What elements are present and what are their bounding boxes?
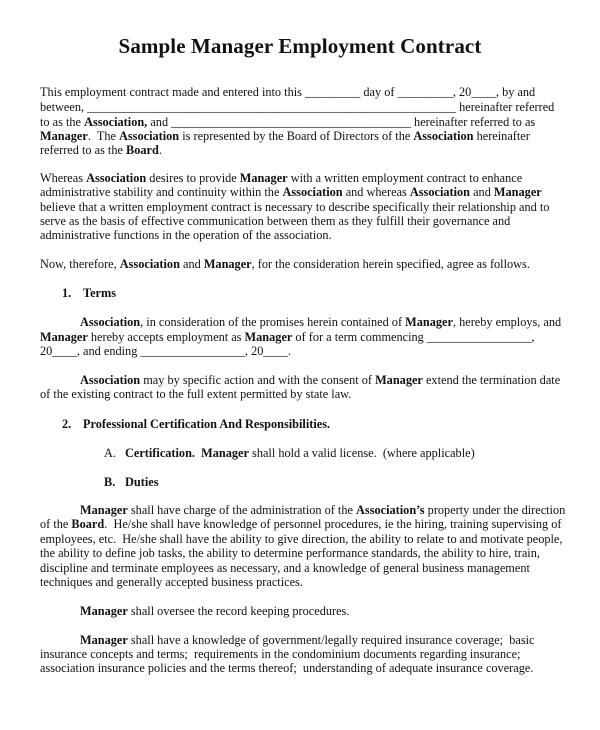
bold-term: Duties [125, 475, 159, 489]
text-run: , for the consideration herein specified, agree as follows. [251, 257, 530, 271]
text-line [104, 475, 115, 490]
text-run: A. [104, 446, 116, 460]
text-line [62, 286, 71, 301]
bold-term: Association [80, 315, 141, 329]
text-run: . [158, 143, 162, 157]
bold-term: Manager [80, 503, 128, 517]
bold-term: Manager [40, 330, 88, 344]
text-run: insurance concepts and terms; requirements in the condominium documents regarding insurance; [40, 647, 521, 661]
text-line [40, 85, 535, 100]
text-run: and [470, 185, 494, 199]
text-run: . He/she shall have knowledge of personnel procedures, ie the hiring, training supervising of [104, 517, 562, 531]
bold-term: Board [126, 143, 159, 157]
bold-term: Board [71, 517, 105, 531]
text-run: shall have a knowledge of government/legally required insurance coverage; basic [127, 633, 535, 647]
text-run: This employment contract made and entered into this _________ day of _________, 20____, by and [40, 85, 536, 99]
text-line [80, 373, 560, 388]
text-run: between, ____________________________________________________________ hereinafter referred [40, 100, 555, 114]
text-line [40, 387, 351, 402]
text-line [40, 344, 291, 359]
text-run: shall oversee the record keeping procedures. [127, 604, 350, 618]
bold-term: 1. [62, 286, 72, 300]
text-line [40, 532, 562, 547]
text-run: 20____, and ending _________________, 20____. [40, 344, 292, 358]
bold-term: Association [119, 129, 180, 143]
text-run: shall hold a valid license. (where applicable) [248, 446, 475, 460]
text-line [40, 185, 542, 200]
text-line [40, 115, 535, 130]
text-line [40, 171, 522, 186]
bold-term: Professional Certification And Responsibilities. [83, 417, 331, 431]
bold-term: Association [282, 185, 343, 199]
text-run: , hereby employs, and [452, 315, 562, 329]
text-run: property under the direction [424, 503, 566, 517]
text-run: the ability to define job tasks, the ability to determine performance standards, the ability to hire, train, [40, 546, 540, 560]
bold-term: Manager [80, 633, 128, 647]
text-line [83, 286, 116, 301]
text-line [40, 647, 520, 662]
text-line [40, 214, 510, 229]
text-run: shall have charge of the administration of the [127, 503, 357, 517]
bold-term: B. [104, 475, 116, 489]
text-run: administrative functions in the operation of the association. [40, 228, 332, 242]
text-line [40, 200, 549, 215]
text-line [40, 546, 540, 561]
text-run: of the [40, 517, 72, 531]
text-run: and whereas [342, 185, 410, 199]
text-line [125, 475, 158, 490]
text-run: and [179, 257, 204, 271]
text-run: association insurance policies and the terms thereof; understanding of adequate insurance coverage. [40, 661, 534, 675]
text-run: of for a term commencing _________________, [292, 330, 535, 344]
text-line [80, 633, 534, 648]
text-line [40, 228, 332, 243]
bold-term: Manager [405, 315, 453, 329]
bold-term: Manager [80, 604, 128, 618]
text-run: hereinafter [473, 129, 530, 143]
text-run: believe that a written employment contract is necessary to describe specifically their relationship and to [40, 200, 550, 214]
text-run: employees, etc. He/she shall have the ability to give direction, the ability to relate to and motivate people, [40, 532, 563, 546]
bold-term: Manager [40, 129, 88, 143]
text-run: and [147, 115, 172, 129]
text-line [80, 503, 565, 518]
text-run: , in consideration of the promises herein contained of [140, 315, 406, 329]
text-line [104, 446, 116, 461]
text-run: may by specific action and with the consent of [140, 373, 376, 387]
text-run: with a written employment contract to enhance [287, 171, 523, 185]
text-run: hereby accepts employment as [87, 330, 245, 344]
bold-term: Manager [493, 185, 542, 199]
bold-term: Terms [83, 286, 117, 300]
text-run: administrative stability and continuity within the [40, 185, 283, 199]
text-run: Whereas [40, 171, 87, 185]
bold-term: Association, [84, 115, 148, 129]
text-run: serve as the basis of effective communication between them as they fulfill their governance and [40, 214, 511, 228]
text-line [83, 417, 330, 432]
bold-term: Association [413, 129, 474, 143]
text-line [62, 417, 71, 432]
text-line [80, 604, 349, 619]
text-run: Now, therefore, [40, 257, 120, 271]
text-run: referred to as the [40, 143, 127, 157]
text-line [40, 257, 530, 272]
document-title: Sample Manager Employment Contract [118, 34, 482, 58]
bold-term: Association’s [356, 503, 425, 517]
bold-term: Certification. [125, 446, 195, 460]
text-line [125, 446, 475, 461]
text-run: is represented by the Board of Directors of the [179, 129, 414, 143]
text-line [40, 143, 162, 158]
text-run: desires to provide [146, 171, 240, 185]
text-run: . The [87, 129, 120, 143]
text-run: extend the termination date [422, 373, 561, 387]
bold-term: Association [86, 171, 147, 185]
text-line [40, 561, 530, 576]
bold-term: Manager [239, 171, 288, 185]
text-line [40, 129, 530, 144]
text-run: discipline and terminate employees as necessary, and a knowledge of general business management [40, 561, 530, 575]
text-line [40, 100, 554, 115]
bold-term: Manager [201, 446, 249, 460]
bold-term: Manager [203, 257, 252, 271]
bold-term: Association [80, 373, 141, 387]
text-run: _______________________________________ [171, 115, 411, 129]
text-line [40, 661, 533, 676]
bold-term: 2. [62, 417, 72, 431]
text-line [40, 575, 303, 590]
text-run: hereinafter referred to as [410, 115, 536, 129]
bold-term: Manager [244, 330, 293, 344]
bold-term: Manager [375, 373, 423, 387]
text-run: to as the [40, 115, 85, 129]
bold-term: Association [409, 185, 471, 199]
bold-term: Association [119, 257, 180, 271]
text-line [40, 517, 561, 532]
text-line [80, 315, 561, 330]
text-run: techniques and generally accepted business practices. [40, 575, 303, 589]
text-run: of the existing contract to the full extent permitted by state law. [40, 387, 352, 401]
text-line [40, 330, 535, 345]
